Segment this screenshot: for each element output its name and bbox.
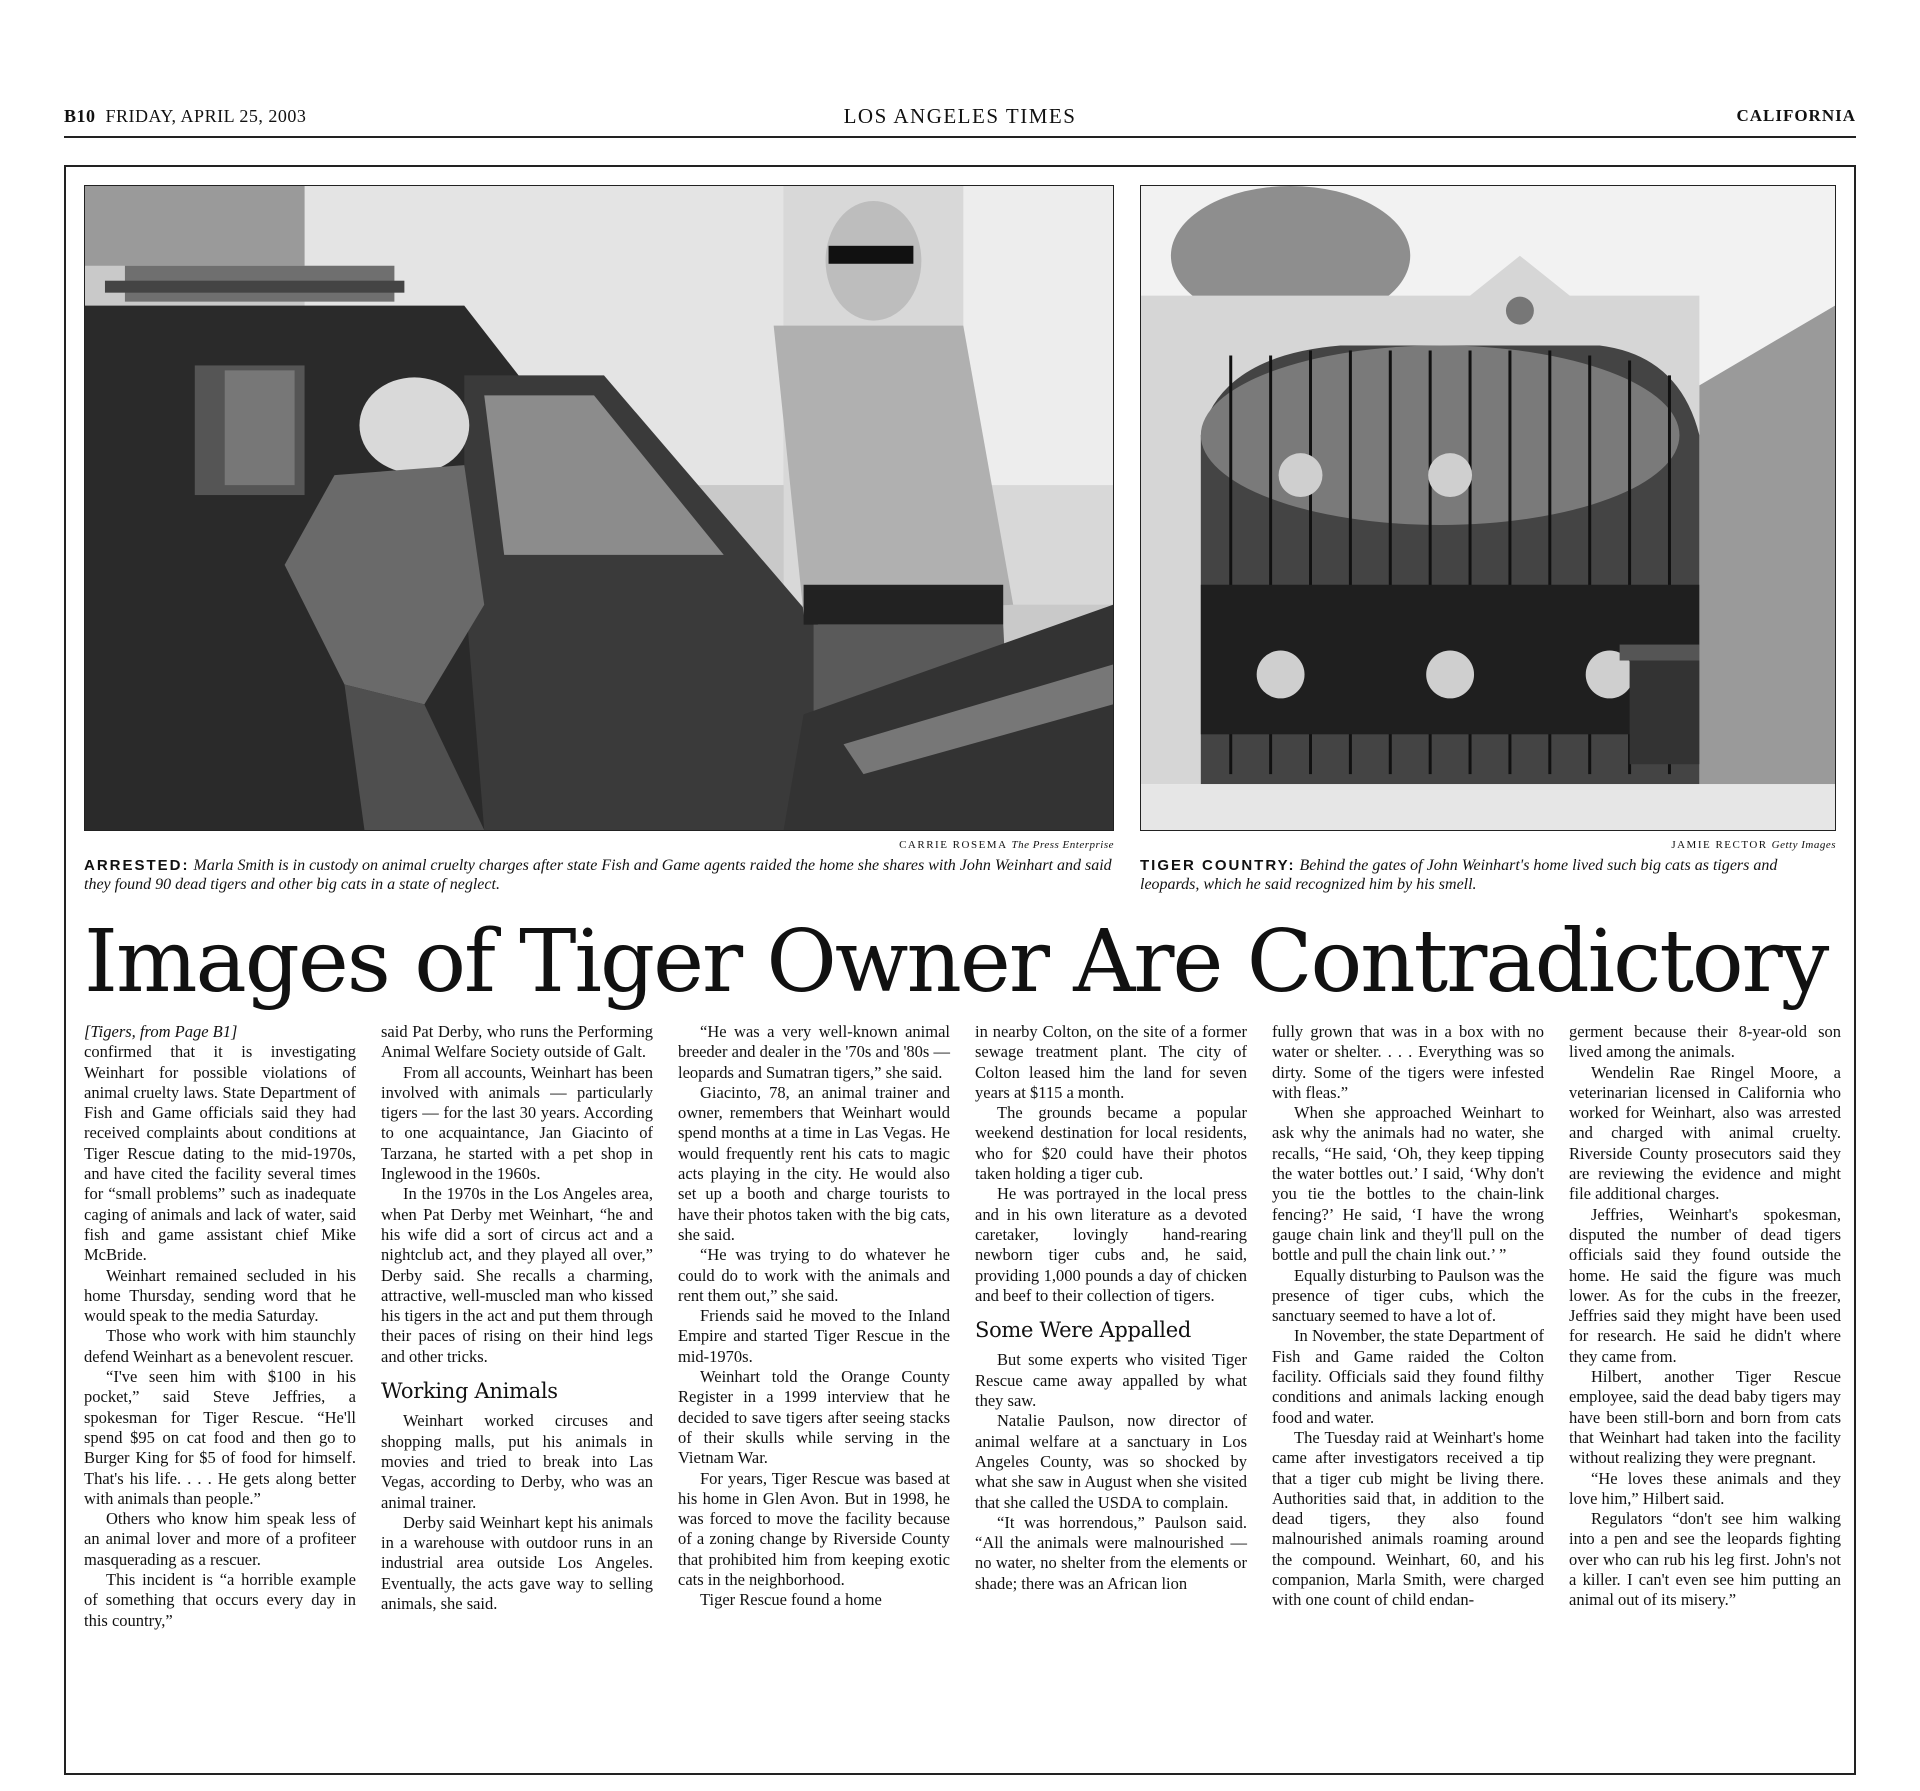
body-paragraph: The Tuesday raid at Weinhart's home came after investigators received a tip that a tiger cub might be living there. Authorities said that, in addition to the dead tigers, they also found malnourished animals roaming around the compound. Weinhart, 60, and his companion, Marla Smith, were charged with one count of child endan- (1272, 1427, 1544, 1610)
gate-photo (1140, 185, 1836, 831)
body-paragraph: fully grown that was in a box with no water or shelter. . . . Everything was so dirty. Some of the tigers were infested with fleas.” (1272, 1022, 1544, 1102)
body-paragraph: Regulators “don't see him walking into a pen and see the leopards fighting over who can rub his leg first. John's not a killer. I can't even see him putting an animal out of its misery.” (1569, 1509, 1841, 1610)
body-paragraph: Tiger Rescue found a home (700, 1590, 882, 1610)
body-column-5 (1272, 1022, 1544, 1611)
body-paragraph: This incident is “a horrible example of something that occurs every day in this country,” (84, 1570, 356, 1630)
section-name: CALIFORNIA (1736, 106, 1856, 125)
body-paragraph: “He was a very well-known animal breeder and dealer in the '70s and '80s — leopards and Sumatran tigers,” she said. (678, 1022, 950, 1082)
body-column-4 (975, 1022, 1247, 1594)
body-paragraph: For years, Tiger Rescue was based at his home in Glen Avon. But in 1998, he was forced to move the facility because of a zoning change by Riverside County that prohibited him from keeping exotic cats in the neighborhood. (678, 1468, 950, 1590)
body-paragraph: The grounds became a popular weekend destination for local residents, who for $20 could have their photos taken holding a tiger cub. (975, 1103, 1247, 1184)
body-paragraph: Giacinto, 78, an animal trainer and owner, remembers that Weinhart would spend months at a time in Las Vegas. He would frequently rent his cats to magic acts playing in the city. He would also set up a booth and charge tourists to have their photos taken with the big cats, she said. (678, 1082, 950, 1244)
body-column-3 (678, 1022, 950, 1611)
photographer-name: CARRIE ROSEMA (899, 839, 1008, 851)
caption-lead: ARRESTED: (84, 857, 190, 874)
body-paragraph: He was portrayed in the local press and in his own literature as a devoted caretaker, lovingly hand-rearing newborn tiger cubs and, he said, providing 1,000 pounds a day of chicken and beef to their collection of tigers. (975, 1184, 1247, 1305)
page-number: B10 (64, 106, 96, 126)
body-paragraph: “I've seen him with $100 in his pocket,” said Steve Jeffries, a spokesman for Tiger Rescue. “He'll spend $95 on cat food and then go to Burger King for $5 of food for himself. That's his life. . . . He gets along better with animals than people.” (84, 1367, 356, 1508)
arrest-photo-image (85, 186, 1113, 830)
body-paragraph: When she approached Weinhart to ask why the animals had no water, she recalls, “He said, ‘Oh, they keep tipping the water bottles out.’ I said, ‘Why don't you tie the bottles to the chain-link fencing?’ He said, ‘I have the wrong gauge chain link and they'll pull on the bottle and pull the chain link out.’ ” (1272, 1103, 1544, 1265)
arrest-photo-caption (84, 856, 1114, 894)
body-paragraph: germent because their 8-year-old son lived among the animals. (1569, 1022, 1841, 1062)
body-paragraph: Wendelin Rae Ringel Moore, a veterinarian licensed in California who worked for Weinhart, also was arrested and charged with animal cruelty. Riverside County prosecutors said they are reviewing the evidence and might file additional charges. (1569, 1062, 1841, 1204)
body-paragraph: said Pat Derby, who runs the Performing Animal Welfare Society outside of Galt. (381, 1022, 653, 1062)
body-paragraph: Hilbert, another Tiger Rescue employee, said the dead baby tigers may have been still-born and born from cats that Weinhart had taken into the facility without realizing they were pregnant. (1569, 1367, 1841, 1468)
body-column-6 (1569, 1022, 1841, 1611)
article-headline: Images of Tiger Owner Are Contradictory (84, 912, 1828, 1012)
gate-photo-credit (1140, 839, 1836, 851)
body-paragraph: Weinhart remained secluded in his home Thursday, sending word that he would speak to the media Saturday. (84, 1265, 356, 1326)
photo-agency: Getty Images (1771, 839, 1836, 851)
jump-line: [Tigers, from Page B1] (84, 1022, 238, 1041)
body-paragraph: Weinhart worked circuses and shopping malls, put his animals in movies and tried to break into Las Vegas, according to Derby, who was an animal trainer. (381, 1411, 653, 1512)
body-paragraph: “He was trying to do whatever he could do to work with the animals and rent them out,” she said. (678, 1245, 950, 1305)
body-paragraph: Natalie Paulson, now director of animal welfare at a sanctuary in Los Angeles County, was so shocked by what she saw in August when she visited that she called the USDA to complain. (975, 1411, 1247, 1512)
arrest-photo-credit (84, 839, 1114, 851)
body-paragraph: From all accounts, Weinhart has been involved with animals — particularly tigers — for the last 30 years. According to one acquaintance, Jan Giacinto of Tarzana, he started with a pet shop in Inglewood in the 1960s. (381, 1062, 653, 1184)
photo-agency: The Press Enterprise (1011, 839, 1114, 851)
article-body (84, 1022, 1854, 1762)
subhead-some-were-appalled: Some Were Appalled (975, 1318, 1191, 1343)
body-paragraph: Others who know him speak less of an animal lover and more of a profiteer masquerading as a rescuer. (84, 1509, 356, 1569)
body-paragraph: Jeffries, Weinhart's spokesman, disputed the number of dead tigers officials said they found outside the home. He said the figure was much lower. As for the cubs in the freezer, Jeffries said they might have been used for research. He said he didn't where they came from. (1569, 1204, 1841, 1366)
body-paragraph: Those who work with him staunchly defend Weinhart as a benevolent rescuer. (84, 1326, 356, 1366)
body-paragraph: Weinhart told the Orange County Register in a 1999 interview that he decided to save tigers after seeing stacks of their skulls while serving in the Vietnam War. (678, 1367, 950, 1468)
body-paragraph: In November, the state Department of Fish and Game raided the Colton facility. Officials said they found filthy conditions and animals lacking enough food and water. (1272, 1326, 1544, 1427)
caption-text: Behind the gates of John Weinhart's home lived such big cats as tigers and leopards, which he said recognized him by his smell. (1140, 857, 1778, 893)
page-folio (64, 106, 1856, 138)
body-paragraph: In the 1970s in the Los Angeles area, when Pat Derby met Weinhart, “he and his wife did a sort of circus act and a nightclub act, and they played all over,” Derby said. She recalls a charming, attractive, well-muscled man who kissed his tigers in the act and put them through their paces of rising on their hind legs and other tricks. (381, 1184, 653, 1366)
body-paragraph: Derby said Weinhart kept his animals in a warehouse with outdoor runs in an industrial area outside Los Angeles. Eventually, the acts gave way to selling animals, she said. (381, 1512, 653, 1614)
issue-date: FRIDAY, APRIL 25, 2003 (105, 106, 307, 126)
newspaper-name: LOS ANGELES TIMES (843, 104, 1077, 128)
body-paragraph: But some experts who visited Tiger Rescue came away appalled by what they saw. (975, 1350, 1247, 1411)
photographer-name: JAMIE RECTOR (1671, 839, 1768, 851)
body-paragraph: confirmed that it is investigating Weinhart for possible violations of animal cruelty laws. State Department of Fish and Game officials said they had received complaints about conditions at Tiger Rescue dating to the mid-1970s, and have cited the facility several times for “small problems” such as inadequate caging of animals and lack of water, said fish and game assistant chief Mike McBride. (84, 1042, 356, 1265)
body-paragraph: Friends said he moved to the Inland Empire and started Tiger Rescue in the mid-1970s. (678, 1306, 950, 1366)
body-paragraph: Equally disturbing to Paulson was the presence of tiger cubs, which the sanctuary seemed to have a lot of. (1272, 1265, 1544, 1326)
gate-photo-image (1141, 186, 1835, 830)
body-paragraph: in nearby Colton, on the site of a former sewage treatment plant. The city of Colton leased him the land for seven years at $115 a month. (975, 1022, 1247, 1102)
body-paragraph: “It was horrendous,” Paulson said. “All the animals were malnourished — no water, no shelter from the elements or shade; there was an African lion (975, 1512, 1247, 1593)
body-column-1 (84, 1022, 356, 1631)
caption-text: Marla Smith is in custody on animal cruelty charges after state Fish and Game agents raided the home she shares with John Weinhart and said they found 90 dead tigers and other big cats in a state of neglect. (84, 857, 1112, 893)
body-column-2 (381, 1022, 653, 1614)
caption-lead: TIGER COUNTRY: (1140, 857, 1296, 874)
arrest-photo (84, 185, 1114, 831)
body-paragraph: “He loves these animals and they love him,” Hilbert said. (1569, 1468, 1841, 1508)
subhead-working-animals: Working Animals (381, 1379, 558, 1404)
gate-photo-caption (1140, 856, 1836, 894)
